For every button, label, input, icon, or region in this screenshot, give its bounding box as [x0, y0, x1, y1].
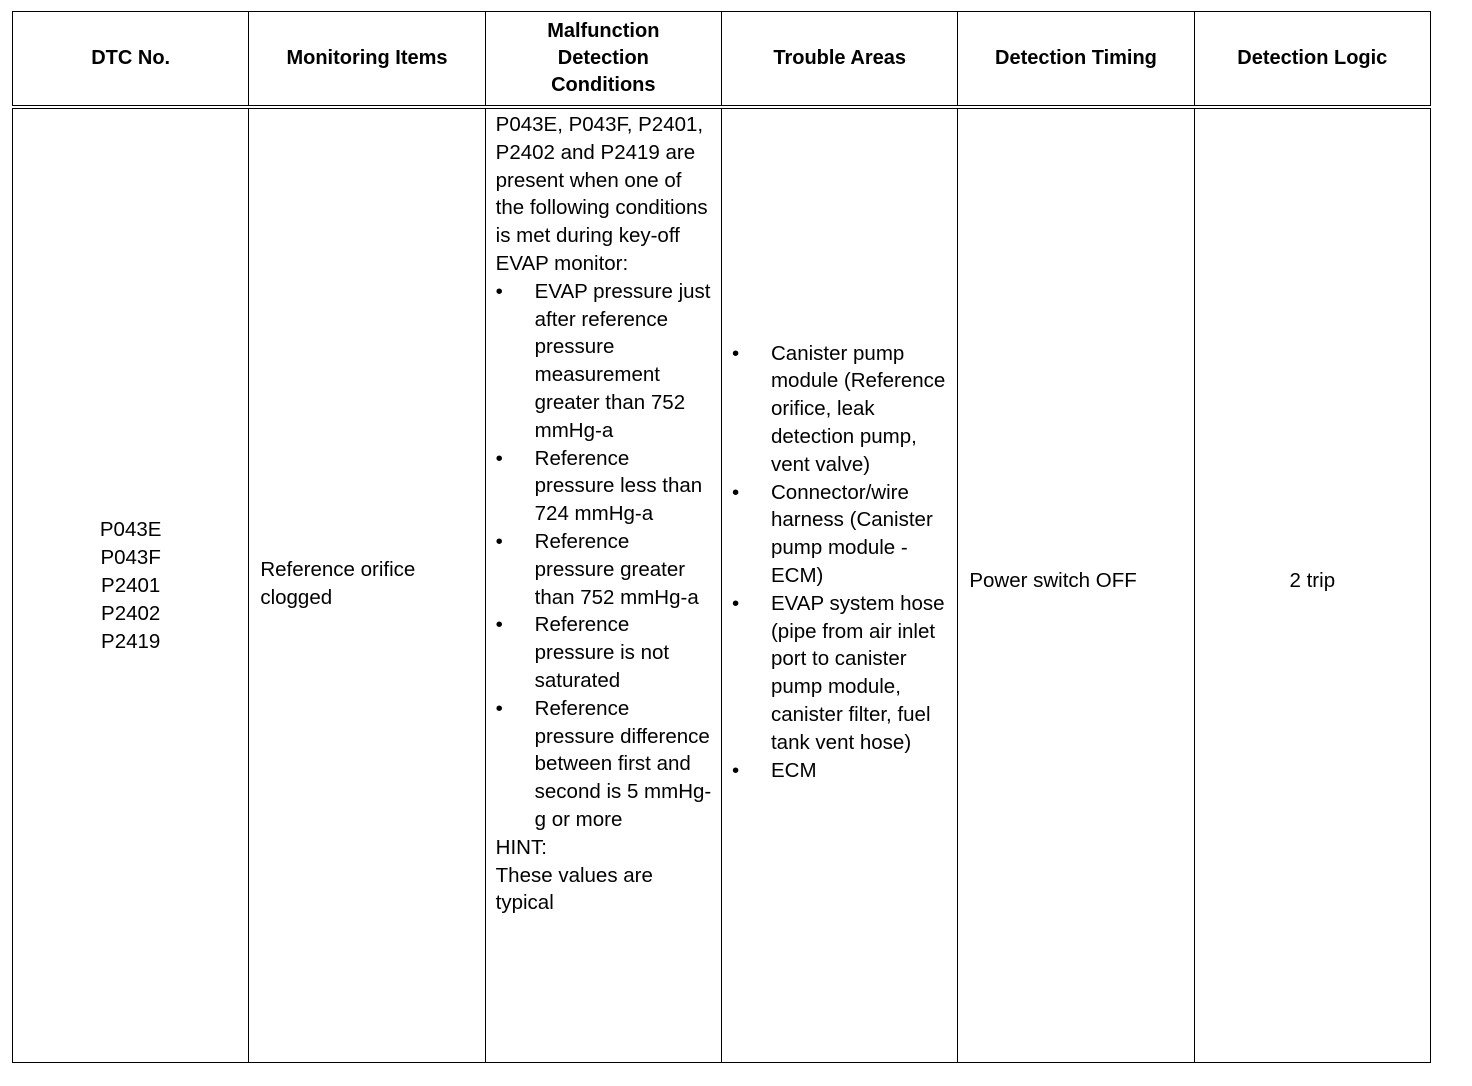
conditions-list [496, 278, 713, 834]
bullet-icon: • [495, 279, 503, 303]
hint-label: HINT: [495, 835, 547, 859]
list-item: • Reference pressure is not saturated [495, 613, 670, 692]
trouble-areas-cell [721, 107, 957, 1063]
trouble-areas-list [732, 340, 949, 785]
monitoring-item-text: Reference orifice clogged [260, 557, 416, 609]
list-item: • Canister pump module (Reference orifice, leak detection pump, vent valve) [731, 341, 946, 476]
header-detection-timing: Detection Timing [958, 12, 1194, 108]
conditions-intro: P043E, P043F, P2401, P2402 and P2419 are present when one of the following conditions is met during key-off EVAP monitor: [495, 113, 708, 275]
dtc-table [12, 11, 1431, 1063]
dtc-code: P043F [100, 545, 161, 569]
dtc-code: P2419 [101, 629, 161, 653]
dtc-codes-cell [13, 107, 249, 1063]
bullet-icon: • [731, 758, 740, 782]
bullet-icon: • [495, 529, 503, 553]
conditions-cell [485, 107, 721, 1063]
header-detection-logic: Detection Logic [1194, 12, 1430, 108]
list-item: • Reference pressure difference between first and second is 5 mmHg-g or more [495, 696, 712, 831]
list-item: • EVAP pressure just after reference pressure measurement greater than 752 mmHg-a [495, 279, 711, 442]
bullet-icon: • [731, 480, 740, 504]
dtc-code: P2402 [101, 601, 161, 625]
list-item: • Connector/wire harness (Canister pump module - ECM) [731, 480, 933, 587]
header-monitoring-items: Monitoring Items [249, 12, 485, 108]
bullet-icon: • [495, 613, 503, 637]
header-row [13, 12, 1431, 108]
table-row [13, 107, 1431, 1063]
detection-logic-text: 2 trip [1289, 568, 1336, 592]
monitoring-item-cell [249, 107, 485, 1063]
list-item: • EVAP system hose (pipe from air inlet port to canister pump module, canister filter, fuel tank vent hose) [731, 591, 945, 754]
bullet-icon: • [495, 696, 503, 720]
header-dtc-no: DTC No. [13, 12, 249, 108]
list-item: • ECM [732, 757, 949, 785]
detection-logic-cell [1194, 107, 1430, 1063]
bullet-icon: • [495, 446, 503, 470]
list-item: • Reference pressure greater than 752 mmHg-a [495, 529, 699, 609]
header-trouble-areas: Trouble Areas [721, 12, 957, 108]
detection-timing-text: Power switch OFF [969, 568, 1137, 592]
dtc-code: P043E [99, 517, 162, 541]
header-malfunction-detection-conditions: Malfunction Detection Conditions [485, 12, 721, 108]
bullet-icon: • [731, 341, 740, 365]
detection-timing-cell [958, 107, 1194, 1063]
bullet-icon: • [731, 591, 740, 615]
list-item: • Reference pressure less than 724 mmHg-a [495, 446, 703, 526]
hint-text: These values are typical [495, 863, 653, 915]
dtc-code: P2401 [101, 573, 161, 597]
